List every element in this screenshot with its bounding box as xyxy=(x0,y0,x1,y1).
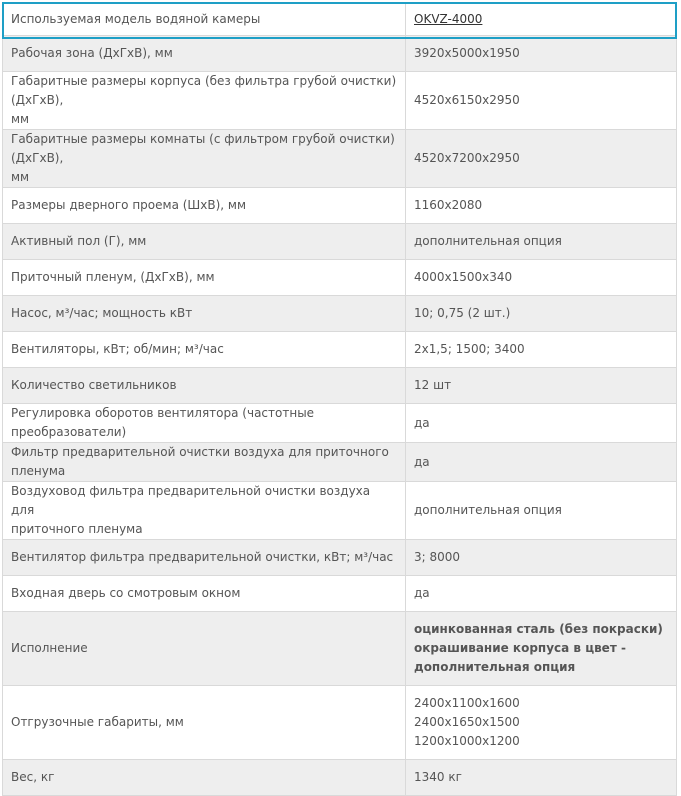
table-row xyxy=(3,130,677,188)
row-value: 12 шт xyxy=(406,368,677,404)
row-value: 2x1,5; 1500; 3400 xyxy=(406,332,677,368)
row-value-line: оцинкованная сталь (без покраски) xyxy=(414,622,663,636)
table-row xyxy=(3,260,677,296)
row-value: 3; 8000 xyxy=(406,540,677,576)
table-row xyxy=(3,482,677,540)
row-value: дополнительная опция xyxy=(406,224,677,260)
row-label: Размеры дверного проема (ШхВ), мм xyxy=(3,188,406,224)
row-value xyxy=(406,612,677,686)
row-label-line: Габаритные размеры корпуса (без фильтра грубой очистки) (ДхГхВ), xyxy=(11,74,397,107)
row-value-line: дополнительная опция xyxy=(414,660,576,674)
row-label: Вентиляторы, кВт; об/мин; м³/час xyxy=(3,332,406,368)
row-value-line: 2400x1100x1600 xyxy=(414,696,520,710)
table-row xyxy=(3,404,677,443)
row-value: да xyxy=(406,576,677,612)
row-value: дополнительная опция xyxy=(406,482,677,540)
table-row xyxy=(3,686,677,760)
row-label: Отгрузочные габариты, мм xyxy=(3,686,406,760)
row-label: Входная дверь со смотровым окном xyxy=(3,576,406,612)
row-label: Приточный пленум, (ДхГхВ), мм xyxy=(3,260,406,296)
row-label-line: Воздуховод фильтра предварительной очистки воздуха для xyxy=(11,484,371,517)
table-row xyxy=(3,72,677,130)
row-label: Рабочая зона (ДхГхВ), мм xyxy=(3,36,406,72)
row-label: Вентилятор фильтра предварительной очистки, кВт; м³/час xyxy=(3,540,406,576)
row-value: 4520x6150x2950 xyxy=(406,72,677,130)
table-row xyxy=(3,36,677,72)
row-label: Фильтр предварительной очистки воздуха для приточного пленума xyxy=(3,443,406,482)
table-row xyxy=(3,443,677,482)
row-label: Активный пол (Г), мм xyxy=(3,224,406,260)
row-label: Насос, м³/час; мощность кВт xyxy=(3,296,406,332)
header-value-cell xyxy=(406,3,677,36)
row-label-line: мм xyxy=(11,112,30,126)
row-value: да xyxy=(406,443,677,482)
table-row xyxy=(3,368,677,404)
row-value: 4000x1500x340 xyxy=(406,260,677,296)
row-label: Исполнение xyxy=(3,612,406,686)
row-label: Вес, кг xyxy=(3,760,406,796)
table-row xyxy=(3,612,677,686)
table-row xyxy=(3,540,677,576)
table-row xyxy=(3,188,677,224)
row-label xyxy=(3,72,406,130)
row-value: 10; 0,75 (2 шт.) xyxy=(406,296,677,332)
row-label-line: приточного пленума xyxy=(11,522,143,536)
header-label: Используемая модель водяной камеры xyxy=(3,3,406,36)
row-value: 1340 кг xyxy=(406,760,677,796)
table-row xyxy=(3,224,677,260)
specification-table xyxy=(2,2,677,796)
model-link[interactable]: OKVZ-4000 xyxy=(414,11,483,26)
table-row xyxy=(3,760,677,796)
row-label-line: мм xyxy=(11,170,30,184)
row-label: Количество светильников xyxy=(3,368,406,404)
table-row xyxy=(3,332,677,368)
table-row xyxy=(3,576,677,612)
row-value xyxy=(406,686,677,760)
row-value-line: 2400x1650x1500 xyxy=(414,715,520,729)
row-label xyxy=(3,482,406,540)
table-row xyxy=(3,296,677,332)
row-label-line: Габаритные размеры комнаты (с фильтром грубой очистки) (ДхГхВ), xyxy=(11,132,395,165)
row-value-line: окрашивание корпуса в цвет - xyxy=(414,641,626,655)
row-value: 3920x5000x1950 xyxy=(406,36,677,72)
table-header-row xyxy=(3,3,677,36)
row-value-line: 1200x1000x1200 xyxy=(414,734,520,748)
row-label: Регулировка оборотов вентилятора (частотные преобразователи) xyxy=(3,404,406,443)
row-value: 4520x7200x2950 xyxy=(406,130,677,188)
row-value: 1160x2080 xyxy=(406,188,677,224)
row-label xyxy=(3,130,406,188)
row-value: да xyxy=(406,404,677,443)
